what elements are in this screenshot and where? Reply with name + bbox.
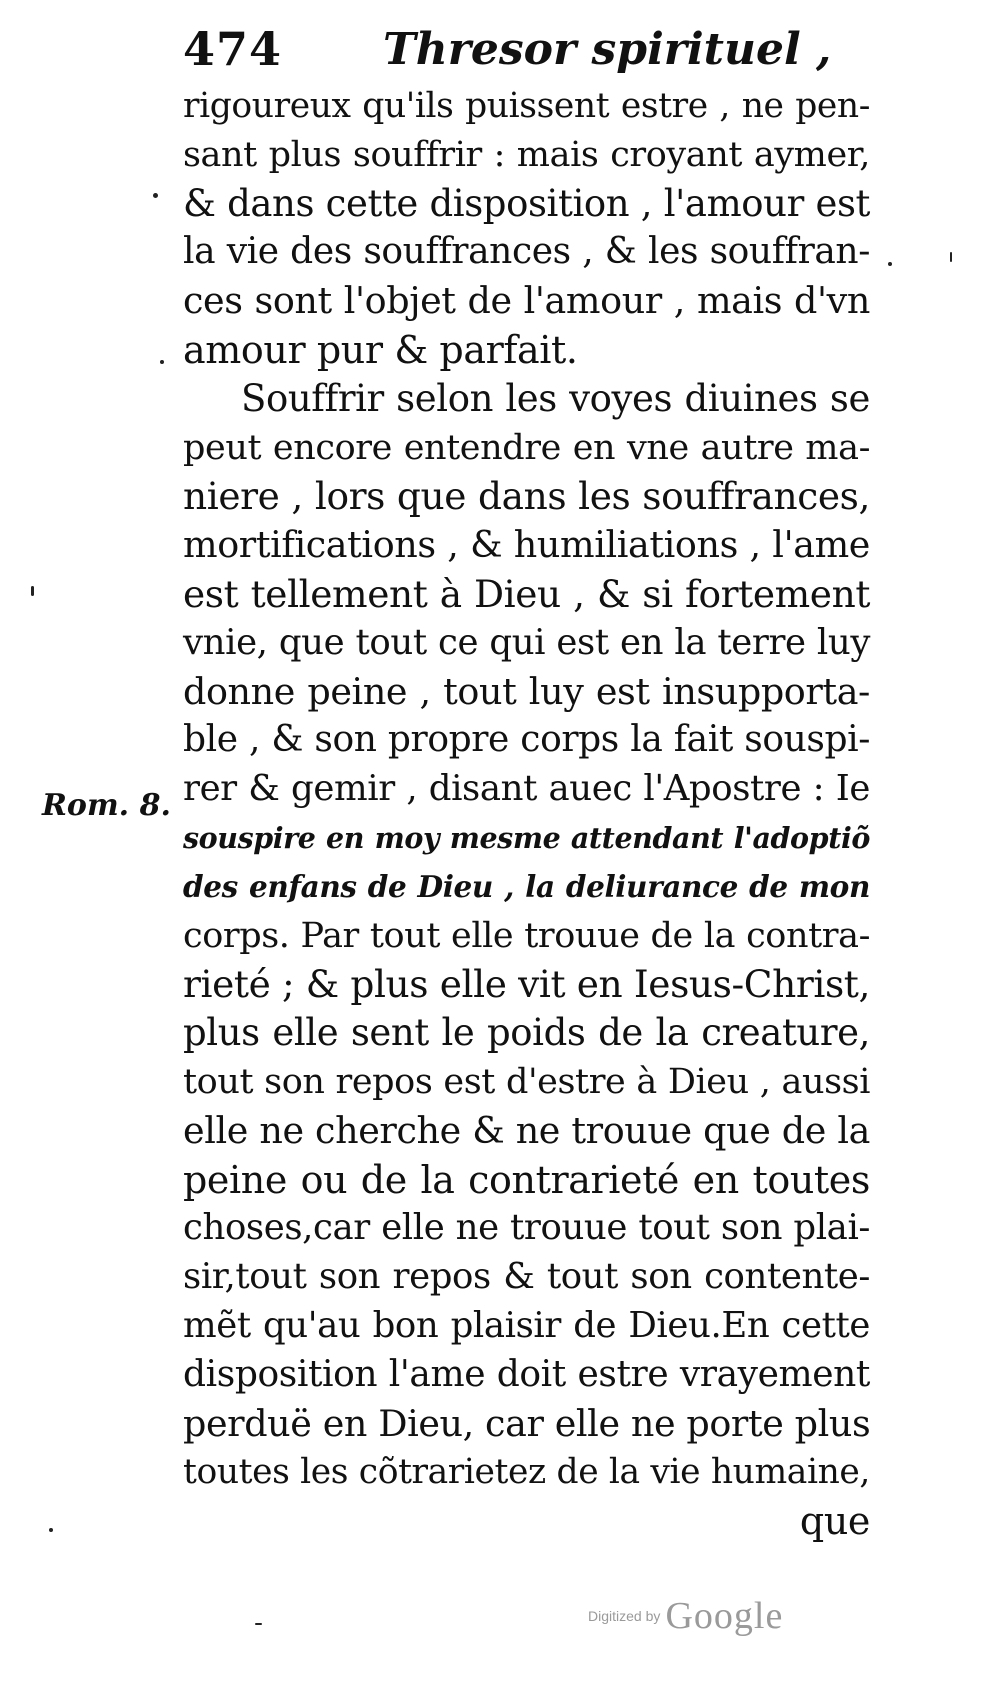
- scan-speck: [31, 586, 34, 596]
- scan-speck: [153, 193, 158, 198]
- page-header: [183, 22, 883, 82]
- text-line: mortifications , & humiliations , l'ame: [183, 523, 870, 567]
- text-line: choses,car elle ne trouue tout son plai-: [183, 1207, 870, 1249]
- text-line: rieté ; & plus elle vit en Iesus-Christ,: [183, 962, 870, 1007]
- text-line: corps. Par tout elle trouue de la contra-: [183, 915, 870, 956]
- text-line: tout son repos est d'estre à Dieu , aussi: [183, 1061, 870, 1102]
- text-line: amour pur & parfait.: [183, 327, 578, 372]
- text-line: rigoureux qu'ils puissent estre , ne pen-: [183, 86, 870, 126]
- text-line: perduë en Dieu, car elle ne porte plus: [183, 1401, 871, 1445]
- text-line: ces sont l'objet de l'amour , mais d'vn: [183, 279, 870, 323]
- google-logo: Google: [665, 1595, 784, 1637]
- text-line: elle ne cherche & ne trouue que de la: [183, 1108, 870, 1152]
- text-line: plus elle sent le poids de la creature,: [183, 1011, 870, 1055]
- quotation-line: des enfans de Dieu , la deliurance de mon: [183, 868, 870, 904]
- running-title: Thresor spirituel ,: [383, 24, 832, 75]
- text-line: sant plus souffrir : mais croyant aymer,: [183, 134, 870, 175]
- text-line: & dans cette disposition , l'amour est: [183, 181, 870, 225]
- scan-speck: [950, 252, 952, 262]
- text-line: mẽt qu'au bon plaisir de Dieu.En cette: [183, 1304, 870, 1346]
- digitized-by-label: Digitized by: [588, 1608, 661, 1624]
- text-line: ble , & son propre corps la fait souspi-: [183, 719, 870, 761]
- margin-note: Rom. 8.: [42, 788, 171, 823]
- text-line: est tellement à Dieu , & si fortement: [183, 571, 870, 616]
- text-line: Souffrir selon les voyes diuines se: [241, 376, 870, 420]
- text-line: niere , lors que dans les souffrances,: [183, 474, 870, 519]
- text-line: sir,tout son repos & tout son contente-: [183, 1256, 870, 1298]
- digitized-by-watermark: [588, 1594, 783, 1638]
- scan-speck: [160, 360, 164, 364]
- text-line: toutes les cõtrarietez de la vie humaine,: [183, 1452, 870, 1493]
- scan-speck: [49, 1528, 53, 1532]
- text-line: donne peine , tout luy est insupporta-: [183, 669, 870, 713]
- catchword: que: [799, 1499, 870, 1544]
- quotation-line: souspire en moy mesme attendant l'adoptiõ: [183, 820, 870, 855]
- scan-speck: [255, 1623, 262, 1625]
- text-line: peut encore entendre en vne autre ma-: [183, 427, 870, 468]
- body-text: [183, 82, 870, 1546]
- text-line: vnie, que tout ce qui est en la terre luy: [183, 621, 870, 663]
- text-line: peine ou de la contrarieté en toutes: [183, 1157, 870, 1202]
- text-line: disposition l'ame doit estre vrayement: [183, 1353, 870, 1395]
- scan-speck: [888, 262, 892, 266]
- text-line: la vie des souffrances , & les souffran-: [183, 231, 870, 273]
- page-number: 474: [183, 22, 283, 76]
- text-line: rer & gemir , disant auec l'Apostre : Ie: [183, 768, 870, 810]
